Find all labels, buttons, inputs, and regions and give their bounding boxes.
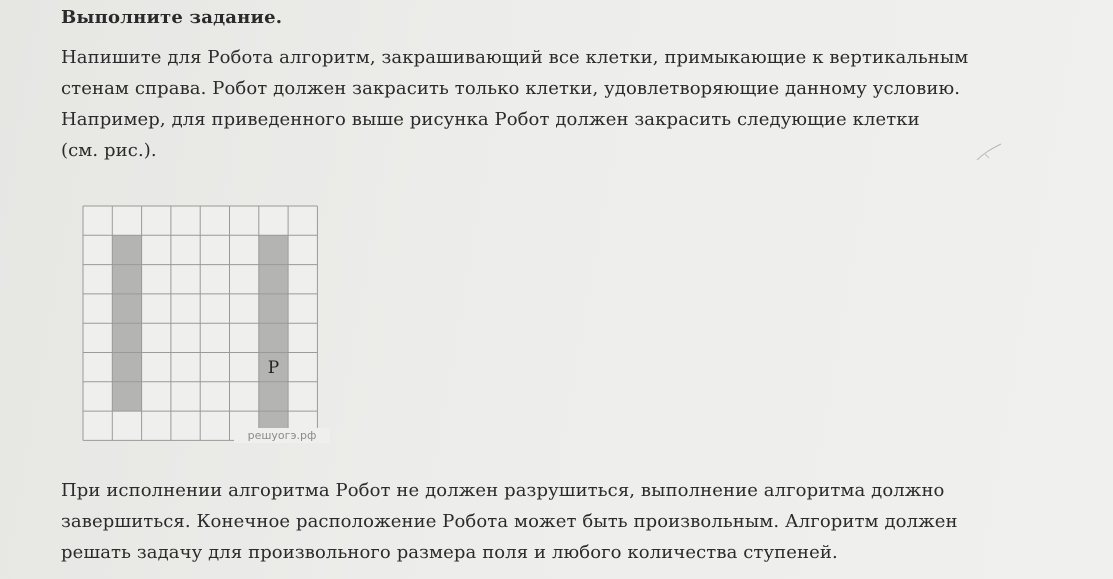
outro-line: решать задачу для произвольного размера поля и любого количества ступеней.	[61, 542, 838, 563]
intro-line: (см. рис.).	[61, 140, 157, 161]
outro-line: завершиться. Конечное расположение Робота может быть произвольным. Алгоритм должен	[61, 511, 958, 532]
robot-grid	[82, 205, 332, 443]
shaded-cell	[112, 323, 141, 352]
shaded-cell	[259, 265, 288, 294]
task-outro-paragraph	[61, 475, 1061, 568]
intro-line: стенам справа. Робот должен закрасить только клетки, удовлетворяющие данному условию.	[61, 78, 961, 99]
task-title: Выполните задание.	[61, 7, 283, 28]
shaded-cell	[112, 382, 141, 411]
outro-line: При исполнении алгоритма Робот не должен разрушиться, выполнение алгоритма должно	[61, 480, 945, 501]
shaded-cell	[112, 235, 141, 264]
robot-marker: Р	[267, 358, 280, 379]
watermark-text: решуогэ.рф	[247, 429, 317, 442]
shaded-cell	[112, 265, 141, 294]
pencil-mark	[975, 140, 1005, 164]
shaded-cell	[112, 353, 141, 382]
shaded-cell	[259, 323, 288, 352]
intro-line: Например, для приведенного выше рисунка Робот должен закрасить следующие клетки	[61, 109, 920, 130]
task-intro-paragraph	[61, 42, 1061, 166]
shaded-cell	[259, 235, 288, 264]
robot-field-figure	[82, 205, 332, 443]
shaded-cell	[259, 294, 288, 323]
shaded-cell	[112, 294, 141, 323]
intro-line: Напишите для Робота алгоритм, закрашивающий все клетки, примыкающие к вертикальным	[61, 47, 969, 68]
shaded-cell	[259, 382, 288, 411]
